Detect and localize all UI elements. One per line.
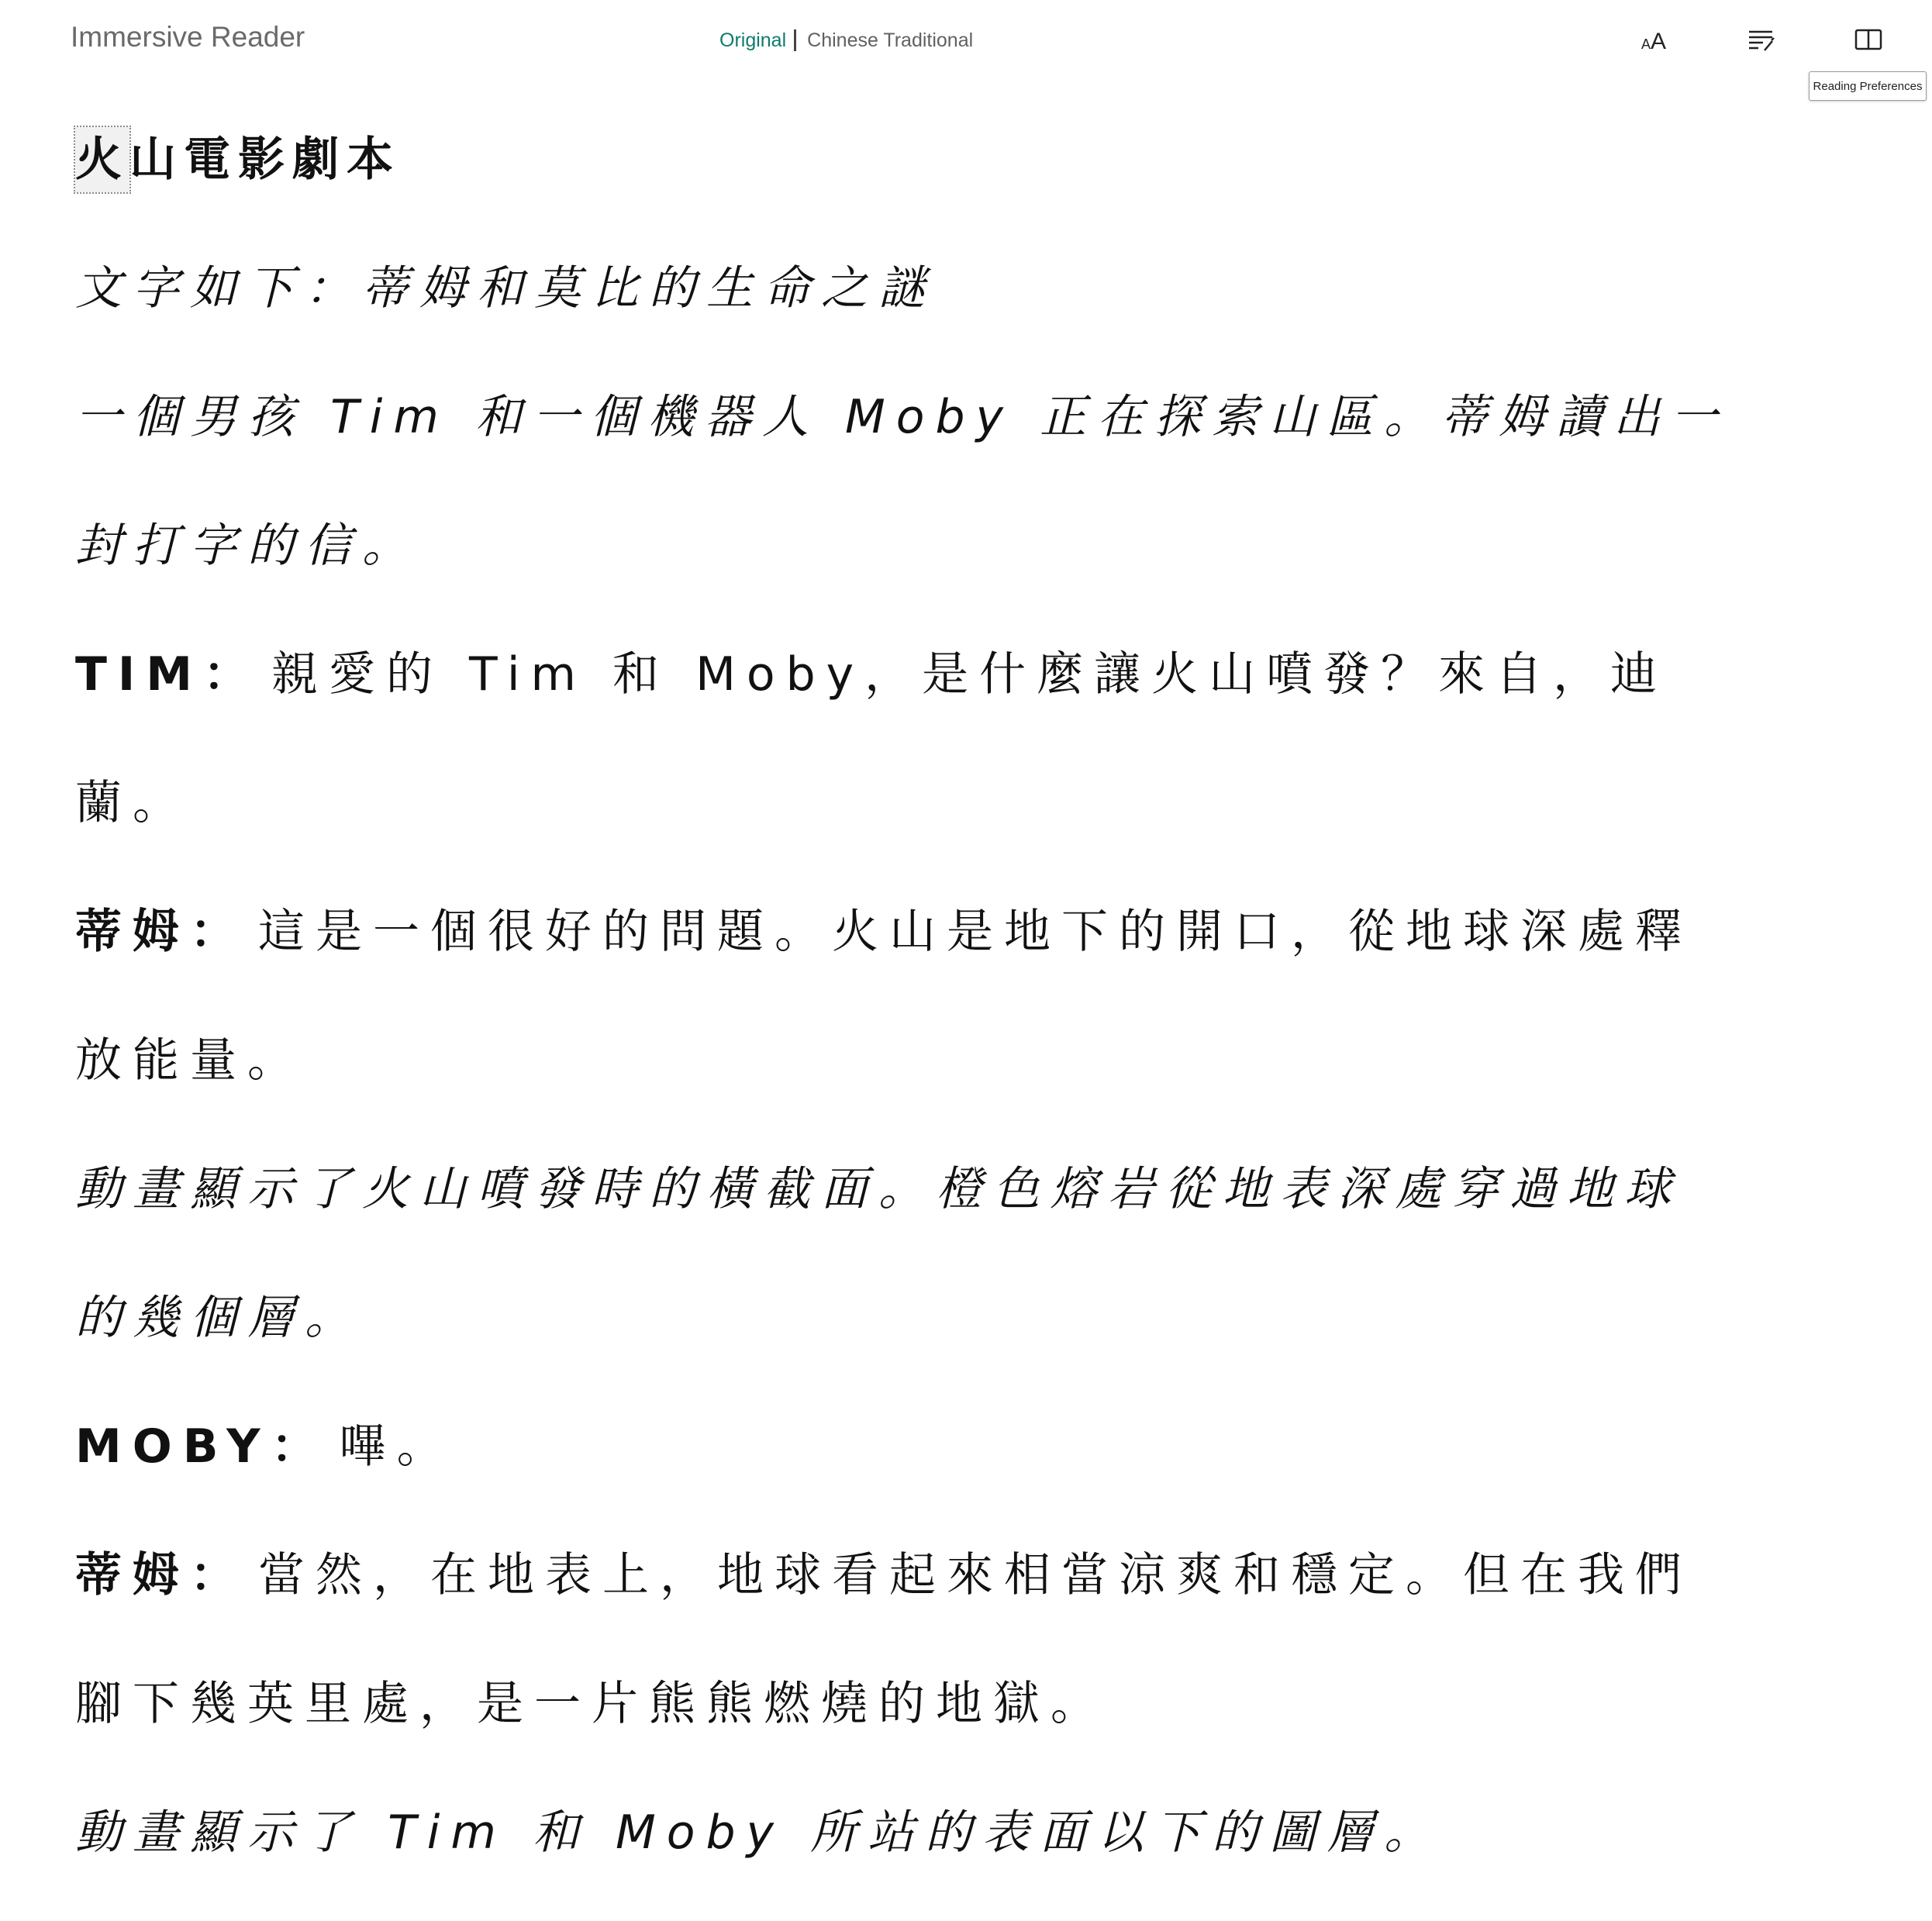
- text-size-icon: [1639, 26, 1670, 53]
- app-title: Immersive Reader: [71, 21, 305, 53]
- document-title-rest: 山電影劇本: [129, 133, 401, 187]
- reading-preferences-tooltip: Reading Preferences: [1809, 71, 1927, 101]
- document-title: [75, 121, 401, 198]
- paragraph-line: 一個男孩 Tim 和一個機器人 Moby 正在探索山區。蒂姆讀出一: [75, 390, 1729, 444]
- dialogue-text: 這是一個很好的問題。火山是地下的開口，從地球深處釋: [258, 905, 1692, 959]
- reading-preferences-button[interactable]: [1847, 20, 1890, 59]
- speaker-name: 蒂姆：: [75, 905, 247, 959]
- paragraph-line: 蘭。: [75, 776, 190, 830]
- grammar-options-button[interactable]: [1740, 20, 1783, 59]
- language-original-toggle[interactable]: Original: [719, 29, 787, 51]
- dialogue-line: [75, 636, 1668, 713]
- paragraph-line: 動畫顯示了 Tim 和 Moby 所站的表面以下的圖層。: [75, 1805, 1442, 1860]
- paragraph-line: 放能量。: [75, 1033, 305, 1088]
- paragraph-line: 封打字的信。: [75, 519, 419, 573]
- paragraph-line: 文字如下：蒂姆和莫比的生命之謎: [75, 261, 936, 316]
- language-target-toggle[interactable]: Chinese Traditional: [807, 29, 974, 51]
- dialogue-line: [75, 1536, 1692, 1614]
- current-word-highlight[interactable]: 火: [75, 127, 129, 192]
- speaker-name: 蒂姆：: [75, 1548, 247, 1602]
- svg-text:A: A: [1651, 29, 1667, 53]
- paragraph-line: 動畫顯示了火山噴發時的橫截面。橙色熔岩從地表深處穿過地球: [75, 1162, 1682, 1216]
- text-preferences-button[interactable]: [1633, 20, 1676, 59]
- paragraph-line: 的幾個層。: [75, 1291, 362, 1345]
- grammar-options-icon: [1746, 26, 1777, 53]
- speaker-name: TIM：: [75, 647, 260, 702]
- dialogue-text: 當然，在地表上，地球看起來相當涼爽和穩定。但在我們: [258, 1548, 1692, 1602]
- dialogue-text: 親愛的 Tim 和 Moby，是什麼讓火山噴發？來自，迪: [271, 647, 1668, 702]
- language-switch: [719, 23, 973, 57]
- dialogue-line: [75, 1408, 454, 1485]
- svg-text:A: A: [1641, 36, 1651, 52]
- dialogue-line: [75, 893, 1692, 971]
- language-separator: [794, 29, 796, 51]
- dialogue-text: 嗶。: [339, 1419, 454, 1474]
- speaker-name: MOBY：: [75, 1419, 329, 1474]
- paragraph-line: 腳下幾英里處，是一片熊熊燃燒的地獄。: [75, 1677, 1108, 1731]
- book-icon: [1853, 26, 1884, 53]
